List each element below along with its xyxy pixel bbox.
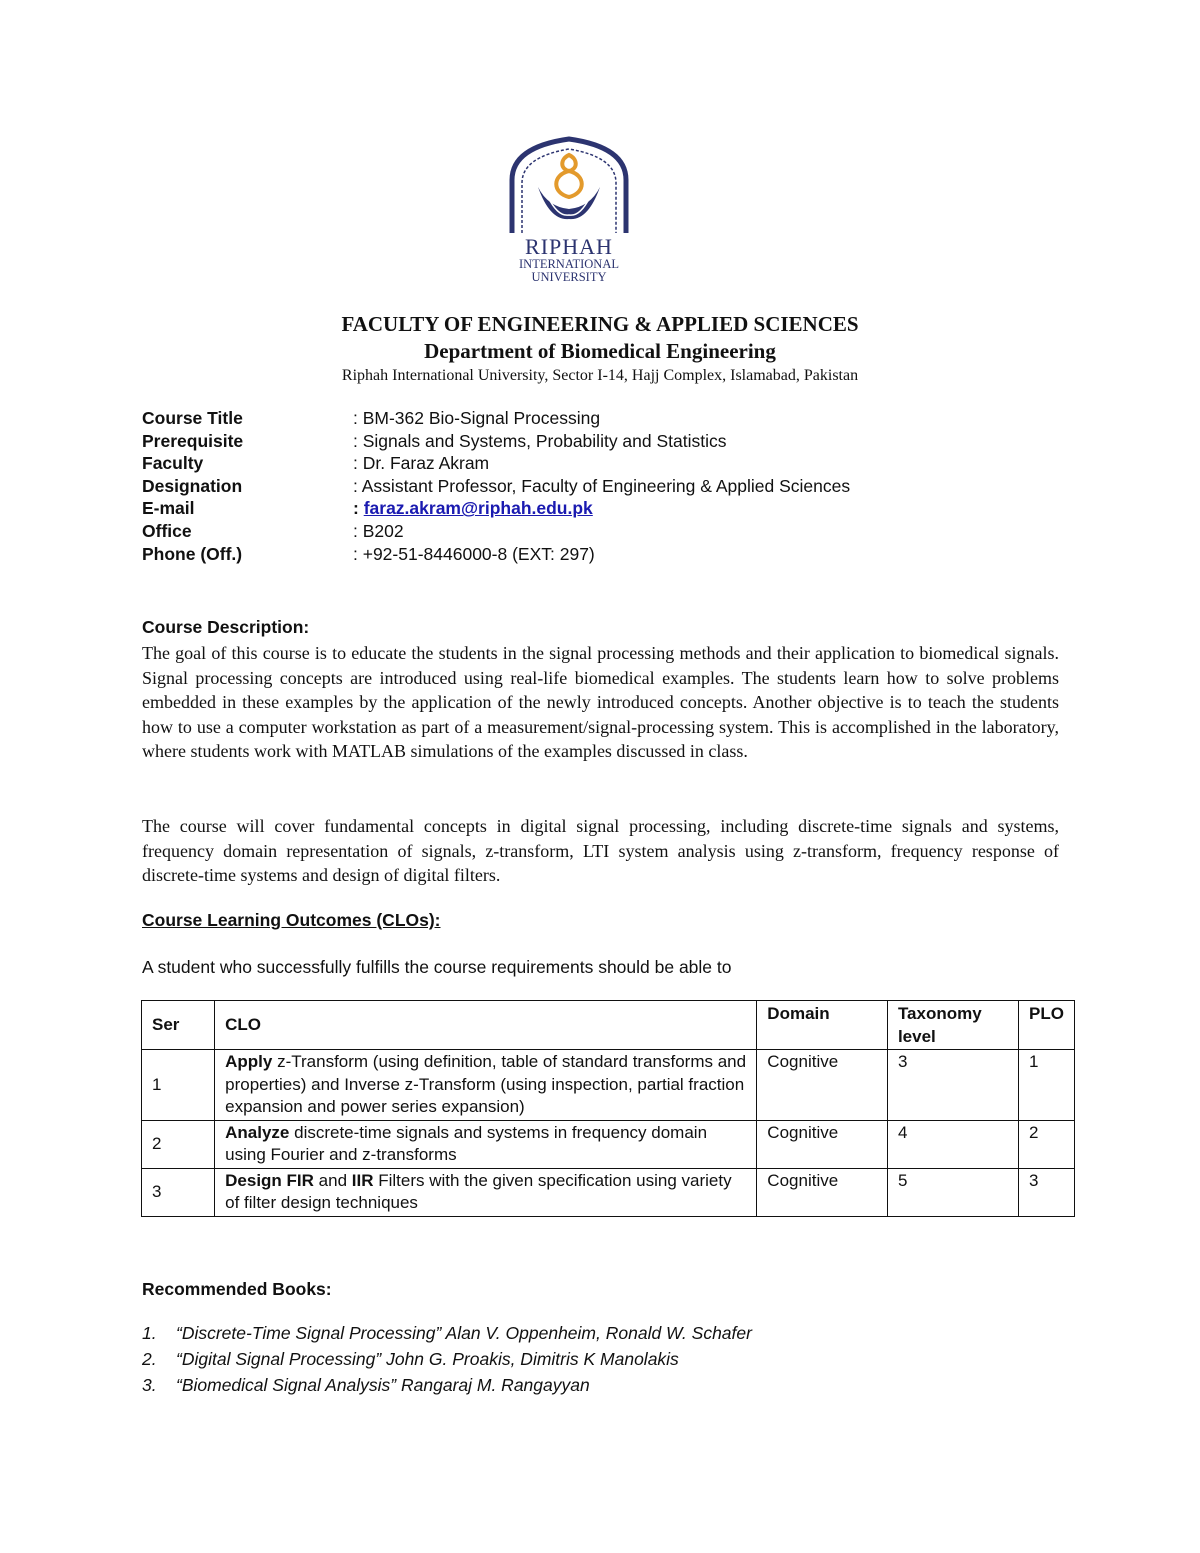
description-paragraph-1: The goal of this course is to educate the students in the signal processing methods and their application to biomedical signals. Signal processing concepts are introduced using real-life biomedical examples. The students learn how to solve problems embedded in these examples by the application of the newly introduced concepts. Another objective is to teach the students how to use a computer workstation as part of a measurement/signal-processing system. This is accomplished in the laboratory, where students work with MATLAB simulations of the examples discussed in class. xyxy=(142,643,1059,762)
info-value: : B202 xyxy=(353,520,404,541)
cell-ser: 1 xyxy=(142,1050,215,1121)
university-address: Riphah International University, Sector I-14, Hajj Complex, Islamabad, Pakistan xyxy=(341,367,859,384)
clo-verb: Apply xyxy=(225,1052,273,1071)
header-ser: Ser xyxy=(142,1001,215,1050)
logo-text-international: INTERNATIONAL xyxy=(519,257,619,271)
book-number: 1. xyxy=(142,1323,157,1343)
faculty-title: FACULTY OF ENGINEERING & APPLIED SCIENCES xyxy=(341,312,859,336)
clo-text: discrete-time signals and systems in frequency domain using Fourier and z-transforms xyxy=(225,1122,708,1164)
book-title: “Discrete-Time Signal Processing” Alan V. Oppenheim, Ronald W. Schafer xyxy=(176,1323,752,1343)
info-value xyxy=(353,498,593,519)
university-logo xyxy=(498,135,640,285)
cell-clo xyxy=(215,1120,757,1168)
table-header-row xyxy=(142,1001,1075,1050)
list-item xyxy=(142,1349,752,1375)
list-item xyxy=(142,1375,752,1401)
clo-text: z-Transform (using definition, table of standard transforms and properties) and Inverse z-Transform (using inspection, partial fraction expansion and power series expansion) xyxy=(225,1052,747,1116)
clo-heading: Course Learning Outcomes (CLOs): xyxy=(142,910,441,930)
clo-text-and: and xyxy=(313,1170,352,1190)
cell-plo: 2 xyxy=(1019,1120,1075,1168)
book-title: “Digital Signal Processing” John G. Proakis, Dimitris K Manolakis xyxy=(176,1349,679,1369)
header-taxonomy-level: Taxonomy level xyxy=(887,1001,1018,1050)
clo-verb: Analyze xyxy=(225,1122,290,1142)
cell-domain: Cognitive xyxy=(757,1120,888,1168)
cell-clo xyxy=(215,1050,757,1121)
info-label: Faculty xyxy=(142,453,204,474)
info-label: Prerequisite xyxy=(142,430,244,451)
description-paragraph-2: The course will cover fundamental concepts in digital signal processing, including discrete-time signals and systems, frequency domain representation of signals, z-transform, LTI system analysis using z-transform, frequency response of discrete-time systems and design of digital filters. xyxy=(142,816,1059,886)
info-label: E-mail xyxy=(142,498,195,519)
cell-plo: 1 xyxy=(1019,1050,1075,1121)
clo-verb: Design FIR xyxy=(225,1170,314,1190)
clo-table xyxy=(141,1000,1075,1217)
cell-taxonomy: 3 xyxy=(887,1050,1018,1121)
table-row xyxy=(142,1050,1075,1121)
info-value: : Signals and Systems, Probability and Statistics xyxy=(353,430,727,451)
info-label: Office xyxy=(142,520,192,541)
cell-taxonomy: 5 xyxy=(887,1168,1018,1216)
books-list xyxy=(142,1323,752,1401)
clo-intro: A student who successfully fulfills the course requirements should be able to xyxy=(142,957,732,977)
info-value: : Dr. Faraz Akram xyxy=(353,453,490,474)
cell-plo: 3 xyxy=(1019,1168,1075,1216)
header-domain: Domain xyxy=(757,1001,888,1050)
info-label: Phone (Off.) xyxy=(142,543,243,564)
info-value: : BM-362 Bio-Signal Processing xyxy=(353,408,601,428)
book-title: “Biomedical Signal Analysis” Rangaraj M. Rangayyan xyxy=(176,1375,590,1395)
header-plo: PLO xyxy=(1019,1001,1075,1050)
cell-ser: 2 xyxy=(142,1120,215,1168)
cell-taxonomy: 4 xyxy=(887,1120,1018,1168)
cell-domain: Cognitive xyxy=(757,1168,888,1216)
info-value: : Assistant Professor, Faculty of Engineering & Applied Sciences xyxy=(353,475,851,496)
book-number: 3. xyxy=(142,1375,157,1395)
cell-clo xyxy=(215,1168,757,1216)
clo-verb-2: IIR xyxy=(351,1170,374,1190)
course-description-heading: Course Description: xyxy=(142,617,310,637)
recommended-books-heading: Recommended Books: xyxy=(142,1279,332,1299)
cell-ser: 3 xyxy=(142,1168,215,1216)
table-row xyxy=(142,1168,1075,1216)
list-item xyxy=(142,1323,752,1349)
info-label: Designation xyxy=(142,475,243,496)
email-colon: : xyxy=(353,498,364,519)
email-link[interactable]: faraz.akram@riphah.edu.pk xyxy=(363,498,593,519)
logo-text-university: UNIVERSITY xyxy=(531,270,607,284)
department-title: Department of Biomedical Engineering xyxy=(424,339,776,363)
cell-domain: Cognitive xyxy=(757,1050,888,1121)
info-value: : +92-51-8446000-8 (EXT: 297) xyxy=(353,543,595,564)
riphah-emblem-icon xyxy=(498,135,640,235)
info-label: Course Title xyxy=(142,408,243,428)
header-clo: CLO xyxy=(215,1001,757,1050)
clo-text: Filters with the given specification using variety of filter design techniques xyxy=(225,1170,732,1212)
table-row xyxy=(142,1120,1075,1168)
book-number: 2. xyxy=(142,1349,157,1369)
logo-text-riphah: RIPHAH xyxy=(525,234,613,259)
